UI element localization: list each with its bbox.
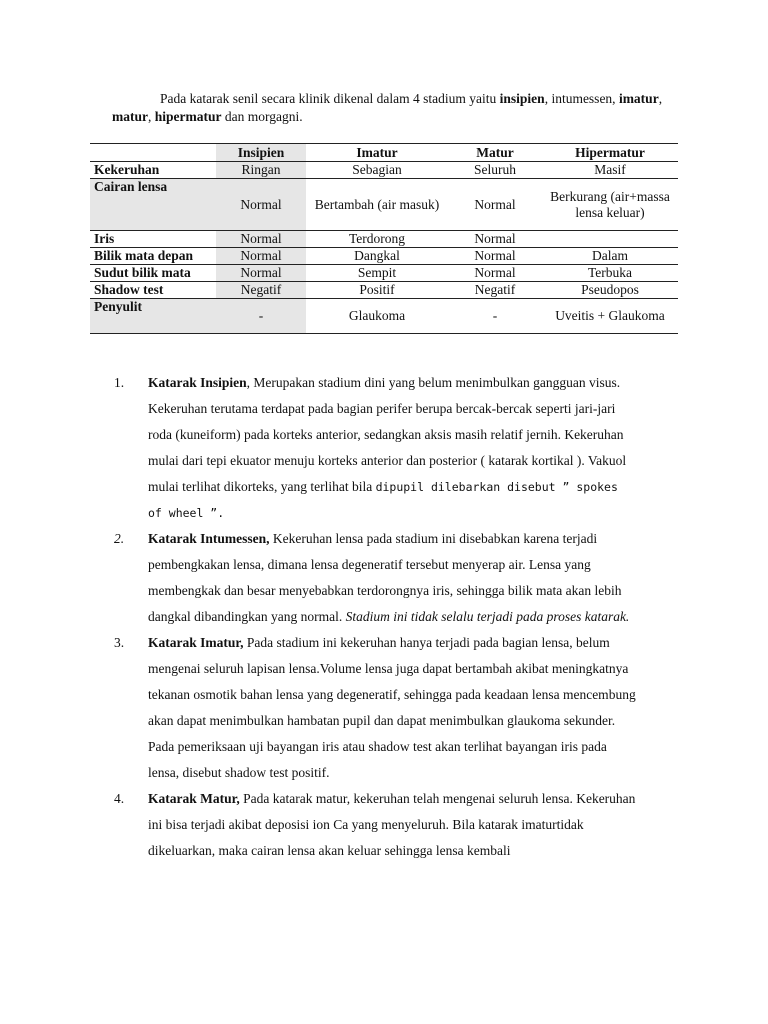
list-number: 1.	[114, 375, 125, 390]
table-cell: -	[448, 299, 542, 334]
item-text: Pada katarak matur, kekeruhan telah mengenai seluruh lensa. Kekeruhan ini bisa terjadi akibat deposisi ion Ca yang menyeluruh. Bila katarak imaturtidak dikeluarkan, maka cairan lensa akan keluar sehingga lensa kembali	[148, 791, 636, 858]
table-row	[90, 248, 678, 265]
intro-sep: ,	[658, 91, 663, 106]
stage-imatur: imatur	[618, 91, 659, 106]
table-cell: Negatif	[448, 282, 542, 299]
list-number: 2.	[114, 531, 125, 546]
table-cell: Normal	[216, 179, 306, 231]
table-header-cell: Hipermatur	[542, 144, 678, 162]
table-header-cell: Insipien	[216, 144, 306, 162]
table-cell: Negatif	[216, 282, 306, 299]
item-title: Katarak Insipien	[148, 375, 247, 390]
table-cell: Terdorong	[306, 231, 448, 248]
table-row	[90, 179, 678, 231]
row-label: Iris	[90, 231, 216, 248]
table-row	[90, 231, 678, 248]
table-cell	[542, 231, 678, 248]
row-label: Cairan lensa	[90, 179, 216, 231]
item-tail: dipupil dilebarkan disebut ” spokes of wheel ”.	[148, 480, 618, 520]
list-item	[0, 370, 636, 526]
item-tail: Stadium ini tidak selalu terjadi pada proses katarak.	[345, 609, 630, 624]
row-label: Sudut bilik mata	[90, 265, 216, 282]
table-cell: Normal	[448, 179, 542, 231]
table-row	[90, 299, 678, 334]
item-title: Katarak Imatur,	[148, 635, 244, 650]
table-cell: Sebagian	[306, 162, 448, 179]
table-header-cell	[90, 144, 216, 162]
table-header-row	[90, 144, 678, 162]
table-cell: Dangkal	[306, 248, 448, 265]
table-cell: Masif	[542, 162, 678, 179]
table-cell: Pseudopos	[542, 282, 678, 299]
table-cell: Bertambah (air masuk)	[306, 179, 448, 231]
item-text: Kekeruhan lensa pada stadium ini disebabkan karena terjadi pembengkakan lensa, dimana lensa degeneratif tersebut menyerap air. Lensa yang membengkak dan besar menyebabkan terdorongnya iris, sehingga bilik mata akan lebih dangkal dibandingkan yang normal.	[148, 531, 622, 624]
stage-list	[0, 370, 768, 864]
row-label: Shadow test	[90, 282, 216, 299]
intro-text-before: Pada katarak senil secara klinik dikenal dalam 4 stadium yaitu	[160, 91, 500, 106]
table-cell: Seluruh	[448, 162, 542, 179]
intro-sep: , intumessen,	[544, 91, 619, 106]
list-item	[0, 630, 636, 786]
table-cell: -	[216, 299, 306, 334]
stage-matur: matur	[112, 109, 148, 124]
stage-insipien: insipien	[499, 91, 545, 106]
intro-sep: ,	[148, 109, 155, 124]
table-cell: Terbuka	[542, 265, 678, 282]
item-title: Katarak Intumessen,	[148, 531, 270, 546]
list-number: 4.	[114, 791, 125, 806]
table-cell: Normal	[216, 265, 306, 282]
table-row	[90, 265, 678, 282]
list-item	[0, 786, 636, 864]
list-number: 3.	[114, 635, 125, 650]
intro-paragraph	[112, 90, 672, 126]
cataract-stage-table	[90, 143, 678, 334]
table-cell: Uveitis + Glaukoma	[542, 299, 678, 334]
table-cell: Positif	[306, 282, 448, 299]
table-cell: Normal	[448, 231, 542, 248]
table-cell: Normal	[448, 248, 542, 265]
table-cell: Sempit	[306, 265, 448, 282]
table-cell: Dalam	[542, 248, 678, 265]
row-label: Penyulit	[90, 299, 216, 334]
table-row	[90, 282, 678, 299]
table-cell: Normal	[448, 265, 542, 282]
item-text: Pada stadium ini kekeruhan hanya terjadi pada bagian lensa, belum mengenai seluruh lapisan lensa.Volume lensa juga dapat bertambah akibat meningkatnya tekanan osmotik bahan lensa yang degeneratif, sehingga pada keadaan lensa mencembung akan dapat menimbulkan hambatan pupil dan dapat menimbulkan glaukoma sekunder. Pada pemeriksaan uji bayangan iris atau shadow test akan terlihat bayangan iris pada lensa, disebut shadow test positif.	[148, 635, 636, 780]
table-cell: Berkurang (air+massa lensa keluar)	[542, 179, 678, 231]
table-cell: Ringan	[216, 162, 306, 179]
table-row	[90, 162, 678, 179]
table-cell: Normal	[216, 231, 306, 248]
item-text: , Merupakan stadium dini yang belum menimbulkan gangguan visus. Kekeruhan terutama terdapat pada bagian perifer berupa bercak-bercak seperti jari-jari roda (kuneiform) pada korteks anterior, sedangkan aksis masih relatif jernih. Kekeruhan mulai dari tepi ekuator menuju korteks anterior dan posterior ( katarak kortikal ). Vakuol mulai terlihat dikorteks, yang terlihat bila	[148, 375, 627, 494]
table-header-cell: Imatur	[306, 144, 448, 162]
table-cell: Normal	[216, 248, 306, 265]
row-label: Kekeruhan	[90, 162, 216, 179]
table-cell: Glaukoma	[306, 299, 448, 334]
item-title: Katarak Matur,	[148, 791, 240, 806]
row-label: Bilik mata depan	[90, 248, 216, 265]
intro-text-after: dan morgagni.	[221, 109, 303, 124]
stage-hipermatur: hipermatur	[154, 109, 222, 124]
list-item	[0, 526, 636, 630]
table-header-cell: Matur	[448, 144, 542, 162]
